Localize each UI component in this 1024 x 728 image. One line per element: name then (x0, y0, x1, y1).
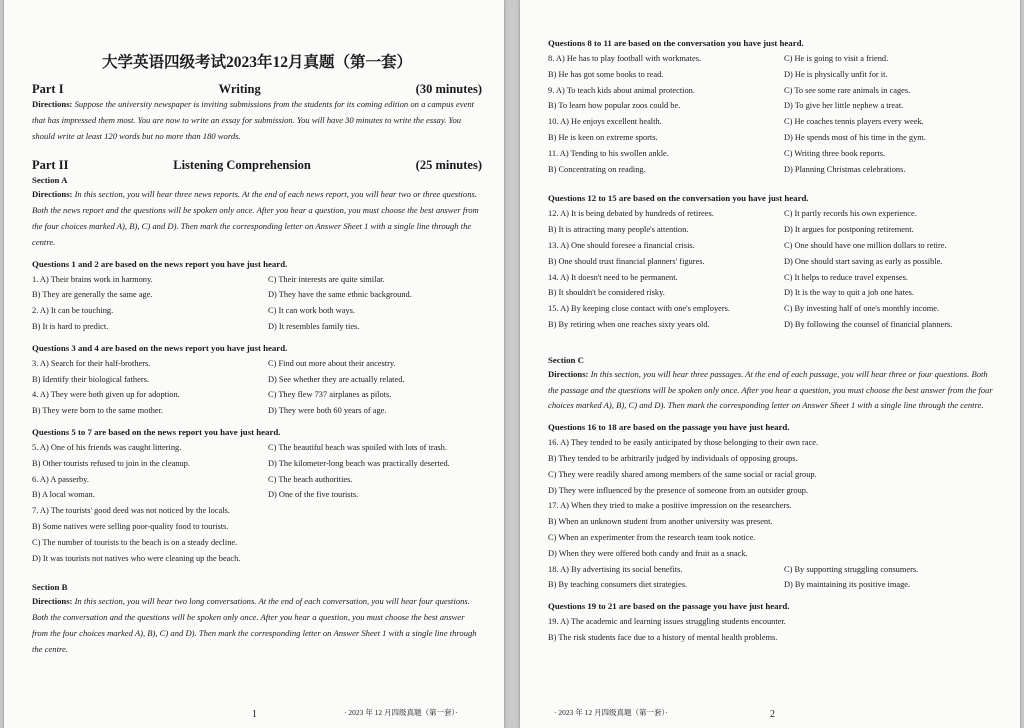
option-right: D) To give her little nephew a treat. (784, 101, 904, 111)
option-row (548, 222, 998, 238)
option-left: 3. A) Search for their half-brothers. (32, 358, 151, 368)
option-left: B) Other tourists refused to join in the cleanup. (32, 458, 190, 468)
page-footer: · 2023 年 12 月四级真题（第一套）· (344, 708, 458, 717)
question-group-header: Questions 1 and 2 are based on the news report you have just heard. (32, 258, 288, 269)
questions-19-21 (548, 599, 998, 646)
question-group-header: Questions 5 to 7 are based on the news report you have just heard. (32, 426, 281, 437)
option-row (548, 254, 998, 270)
option-left: 4. A) They were both given up for adoption. (32, 390, 180, 400)
part1-time: (30 minutes) (415, 82, 482, 96)
option-right: D) The kilometer-long beach was practically deserted. (268, 458, 450, 468)
option-row (32, 356, 482, 372)
option-left: 14. A) It doesn't need to be permanent. (548, 272, 678, 282)
option-row (32, 272, 482, 288)
page1-question-groups (32, 257, 482, 567)
option-left: 8. A) He has to play football with workmates. (548, 54, 702, 63)
option-left: 2. A) It can be touching. (32, 306, 114, 316)
option-left: B) Identify their biological fathers. (32, 374, 149, 384)
option-line: B) When an unknown student from another university was present. (548, 517, 773, 527)
page-footer: · 2023 年 12 月四级真题（第一套）· (554, 708, 668, 717)
part2-heading (32, 158, 482, 173)
page-number: 2 (770, 709, 775, 720)
option-row (32, 403, 482, 419)
questions-16-18 (548, 420, 998, 593)
option-row (548, 130, 998, 146)
option-row (548, 67, 998, 83)
option-line: B) Some natives were selling poor-quality food to tourists. (32, 521, 229, 531)
option-line: C) When an experimenter from the research team took notice. (548, 532, 756, 542)
question-group-header: Questions 16 to 18 are based on the passage you have just heard. (548, 422, 790, 433)
option-left: B) He has got some books to read. (548, 69, 664, 79)
option-line: D) They were influenced by the presence of someone from an outsider group. (548, 485, 809, 495)
option-line: D) When they were offered both candy and fruit as a snack. (548, 548, 748, 558)
document-page-2 (520, 0, 1020, 728)
option-left: 18. A) By advertising its social benefits. (548, 564, 683, 574)
option-left: 5. A) One of his friends was caught littering. (32, 442, 182, 452)
option-right: C) Find out more about their ancestry. (268, 358, 396, 368)
option-row (548, 98, 998, 114)
option-row (548, 114, 998, 130)
option-left: B) By retiring when one reaches sixty years old. (548, 319, 710, 329)
section-a-label: Section A (32, 175, 68, 186)
option-right: C) It helps to reduce travel expenses. (784, 272, 908, 282)
option-row (32, 487, 482, 503)
option-right: C) Writing three book reports. (784, 148, 886, 158)
part2-name: Listening Comprehension (173, 158, 311, 173)
page-number: 1 (252, 709, 257, 720)
page2-question-groups (548, 36, 998, 333)
option-left: B) He is keen on extreme sports. (548, 132, 658, 142)
option-right: C) Their interests are quite similar. (268, 274, 385, 284)
part1-name: Writing (218, 82, 261, 96)
question-group-header: Questions 12 to 15 are based on the conversation you have just heard. (548, 193, 809, 204)
section-a-directions: Directions: In this section, you will hear three news reports. At the end of each news report, you will hear two or three questions. Both the news report and the questions will be spoken only once. After you hear a question, you must choose the best answer from the four choices marked A), B), C) and D). Then mark the corresponding letter on Answer Sheet 1 with a single line through the centre. (32, 189, 479, 247)
option-right: D) It resembles family ties. (268, 321, 360, 331)
question-group-header: Questions 3 and 4 are based on the news report you have just heard. (32, 342, 288, 353)
option-row (548, 51, 998, 67)
option-right: D) It argues for postponing retirement. (784, 225, 914, 235)
option-line: 16. A) They tended to be easily anticipated by those belonging to their own race. (548, 438, 819, 448)
option-right: D) They were both 60 years of age. (268, 406, 387, 416)
option-row (548, 238, 998, 254)
option-line: 7. A) The tourists' good deed was not noticed by the locals. (32, 506, 230, 516)
option-line: 17. A) When they tried to make a positive impression on the researchers. (548, 501, 792, 511)
option-row (548, 270, 998, 286)
option-left: 15. A) By keeping close contact with one's employers. (548, 304, 730, 314)
option-left: 11. A) Tending to his swollen ankle. (548, 148, 669, 158)
option-row (32, 287, 482, 303)
option-right: D) By maintaining its positive image. (784, 580, 911, 590)
option-right: D) They have the same ethnic background. (268, 290, 412, 300)
option-row (548, 162, 998, 178)
option-right: C) He coaches tennis players every week. (784, 117, 924, 127)
option-left: B) It is attracting many people's attention. (548, 225, 689, 235)
option-line: B) The risk students face due to a history of mental health problems. (548, 632, 778, 642)
option-left: B) One should trust financial planners' figures. (548, 256, 705, 266)
option-row (32, 440, 482, 456)
option-left: B) It shouldn't be considered risky. (548, 288, 665, 298)
option-left: 6. A) A passerby. (32, 474, 89, 484)
option-right: C) The beach authorities. (268, 474, 353, 484)
option-row (548, 301, 998, 317)
option-right: D) One of the five tourists. (268, 490, 359, 500)
option-line: D) It was tourists not natives who were cleaning up the beach. (32, 553, 241, 563)
option-left: B) By teaching consumers diet strategies. (548, 580, 688, 590)
option-left: 12. A) It is being debated by hundreds of retirees. (548, 209, 714, 219)
option-right: C) It partly records his own experience. (784, 209, 917, 219)
option-right: C) By investing half of one's monthly income. (784, 304, 940, 314)
section-b-label: Section B (32, 582, 68, 593)
option-left: B) Concentrating on reading. (548, 164, 646, 174)
option-line: C) They were readily shared among members of the same social or racial group. (548, 469, 817, 479)
option-left: 13. A) One should foresee a financial crisis. (548, 240, 695, 250)
part1-directions: Directions: Suppose the university newspaper is inviting submissions from the students for its coming edition on a campus event that has impressed them most. You are now to write an essay for submission. You will have 30 minutes to write the essay. You should write at least 120 words but no more than 180 words. (32, 99, 475, 141)
option-row (32, 319, 482, 335)
option-right: C) They flew 737 airplanes as pilots. (268, 390, 392, 400)
part2-time: (25 minutes) (415, 158, 482, 173)
option-line: 19. A) The academic and learning issues struggling students encounter. (548, 617, 786, 627)
option-line: B) They tended to be arbitrarily judged by individuals of opposing groups. (548, 453, 798, 463)
option-row (32, 303, 482, 319)
option-row (32, 387, 482, 403)
question-group-header: Questions 19 to 21 are based on the passage you have just heard. (548, 601, 790, 612)
option-right: D) One should start saving as early as possible. (784, 256, 943, 266)
option-right: D) See whether they are actually related. (268, 374, 405, 384)
option-right: C) The beautiful beach was spoiled with lots of trash. (268, 442, 447, 452)
option-right: C) He is going to visit a friend. (784, 54, 889, 63)
option-row (548, 146, 998, 162)
option-row (32, 456, 482, 472)
option-left: 9. A) To teach kids about animal protection. (548, 85, 695, 95)
question-group-header: Questions 8 to 11 are based on the conversation you have just heard. (548, 38, 804, 48)
section-c-directions: Directions: In this section, you will hear three passages. At the end of each passage, you will hear three or four questions. Both the passage and the questions will be spoken only once. After you hear a question, you must choose the best answer from the four choices marked A), B), C) and D). Then mark the corresponding letter on Answer Sheet 1 with a single line through the centre. (548, 368, 993, 411)
option-row (548, 206, 998, 222)
option-left: 1. A) Their brains work in harmony. (32, 274, 153, 284)
option-line: C) The number of tourists to the beach is on a steady decline. (32, 537, 238, 547)
part2-label: Part II (32, 158, 69, 173)
option-right: C) By supporting struggling consumers. (784, 564, 919, 574)
part1-label: Part I (32, 82, 64, 96)
option-row (32, 472, 482, 488)
option-right: D) It is the way to quit a job one hates. (784, 288, 915, 298)
option-row (548, 317, 998, 333)
option-left: B) A local woman. (32, 490, 95, 500)
option-left: B) They are generally the same age. (32, 290, 153, 300)
section-b-directions: Directions: In this section, you will hear two long conversations. At the end of each conversation, you will hear four questions. Both the conversation and the questions will be spoken only once. After you hear a question, you must choose the best answer from the four choices marked A), B), C) and D). Then mark the corresponding letter on Answer Sheet 1 with a single line through the centre. (32, 596, 477, 654)
part1-heading (32, 82, 482, 97)
option-right: C) It can work both ways. (268, 306, 355, 316)
option-row (548, 577, 998, 593)
option-right: C) To see some rare animals in cages. (784, 85, 911, 95)
option-row (548, 562, 998, 578)
option-right: C) One should have one million dollars to retire. (784, 240, 947, 250)
option-right: D) By following the counsel of financial planners. (784, 319, 953, 329)
document-page-1 (4, 0, 504, 728)
option-row (548, 285, 998, 301)
option-left: B) They were born to the same mother. (32, 406, 164, 416)
option-left: B) To learn how popular zoos could be. (548, 101, 681, 111)
option-left: B) It is hard to predict. (32, 321, 109, 331)
option-right: D) He is physically unfit for it. (784, 69, 888, 79)
section-c-label: Section C (548, 354, 584, 365)
option-row (32, 372, 482, 388)
option-right: D) He spends most of his time in the gym. (784, 132, 926, 142)
option-right: D) Planning Christmas celebrations. (784, 164, 906, 174)
option-left: 10. A) He enjoys excellent health. (548, 117, 662, 127)
document-title: 大学英语四级考试2023年12月真题（第一套） (101, 54, 412, 71)
option-row (548, 83, 998, 99)
